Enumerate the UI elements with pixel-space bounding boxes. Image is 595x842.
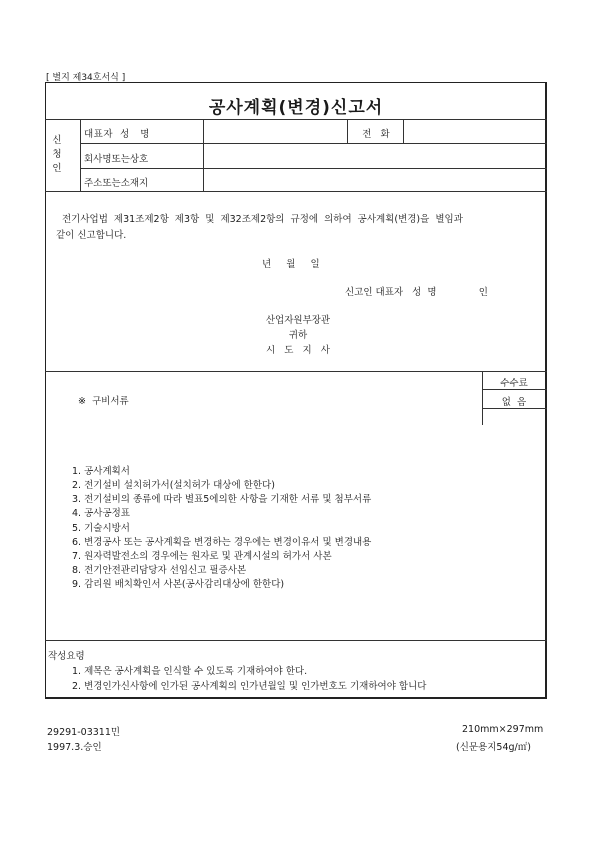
doc-item-5: 5. 기술시방서 — [72, 523, 130, 534]
doc-item-4: 4. 공사공정표 — [72, 508, 130, 519]
doc-item-3: 3. 전기설비의 종류에 따라 별표5에의한 사항을 기재한 서류 및 첨부서류 — [72, 494, 372, 505]
phone-label-left — [347, 119, 348, 143]
rep-name-label: 대표자 성 명 — [84, 129, 150, 140]
phone-label-right — [403, 119, 404, 143]
footer-approval: 1997.3.승인 — [47, 742, 102, 753]
fee-label: 수수료 — [500, 378, 528, 389]
address-label: 주소또는소재지 — [84, 178, 149, 189]
signature-line: 신고인 대표자 성 명 인 — [345, 287, 488, 298]
statement-line-1: 전기사업법 제31조제2항 제3항 및 제32조제2항의 규정에 의하여 공사계획(변경)을 별임과 — [62, 214, 463, 225]
recipient-minister: 산업자원부장관 — [265, 315, 331, 326]
applicant-group-label — [47, 134, 67, 176]
phone-field[interactable] — [406, 121, 544, 141]
instruction-item-1: 1. 제목은 공사계획을 인식할 수 있도록 기재하여야 한다. — [72, 666, 308, 677]
company-label: 회사명또는상호 — [84, 154, 149, 165]
footer-paper-type: (신문용지54g/㎡) — [456, 742, 531, 753]
doc-item-8: 8. 전기안전관리담당자 선임신고 필증사본 — [72, 565, 247, 576]
label-col-divider — [203, 119, 204, 191]
footer-form-code: 29291-03311민 — [47, 727, 121, 738]
group-col-divider — [80, 119, 81, 191]
doc-item-9: 9. 감리원 배치확인서 사본(공사감리대상에 한한다) — [72, 579, 285, 590]
instructions-heading: 작성요령 — [48, 651, 85, 662]
applicant-char-3: 인 — [52, 163, 62, 174]
applicant-char-1: 신 — [52, 135, 62, 146]
instructions-top-rule — [45, 640, 547, 641]
applicant-char-2: 청 — [52, 149, 62, 160]
doc-item-1: 1. 공사계획서 — [72, 466, 130, 477]
recipient-governor: 시 도 지 사 — [266, 345, 330, 356]
applicant-bottom-rule — [45, 191, 547, 192]
instruction-item-2: 2. 변경인가신사항에 인가된 공사계획의 인가년월일 및 인가번호도 기재하여야 합니다 — [72, 681, 427, 692]
rep-name-field[interactable] — [206, 121, 344, 141]
doc-item-6: 6. 변경공사 또는 공사계획을 변경하는 경우에는 변경이유서 및 변경내용 — [72, 537, 372, 548]
row-divider-1 — [80, 143, 547, 144]
fee-box-bottom — [482, 408, 547, 409]
row-divider-2 — [80, 168, 547, 169]
recipient-honorific: 귀하 — [288, 330, 308, 341]
doc-item-7: 7. 원자력발전소의 경우에는 원자로 및 관계시설의 허가서 사본 — [72, 551, 332, 562]
doc-item-2: 2. 전기설비 설치허가서(설치허가 대상에 한한다) — [72, 480, 275, 491]
date-line: 년 월 일 — [262, 259, 320, 270]
company-field[interactable] — [206, 145, 544, 166]
applicant-top-rule — [45, 119, 547, 120]
fee-box-middle — [482, 389, 547, 390]
address-field[interactable] — [206, 170, 544, 189]
required-docs-heading: ※ 구비서류 — [78, 396, 129, 407]
form-title: 공사계획(변경)신고서 — [208, 98, 384, 118]
form-number-label: [ 별지 제34호서식 ] — [46, 73, 126, 83]
footer-paper-size: 210mm×297mm — [462, 724, 544, 735]
documents-top-rule — [45, 371, 547, 372]
fee-value: 없 음 — [501, 397, 527, 408]
statement-line-2: 같이 신고합니다. — [56, 230, 127, 241]
phone-label: 전 화 — [362, 129, 390, 140]
